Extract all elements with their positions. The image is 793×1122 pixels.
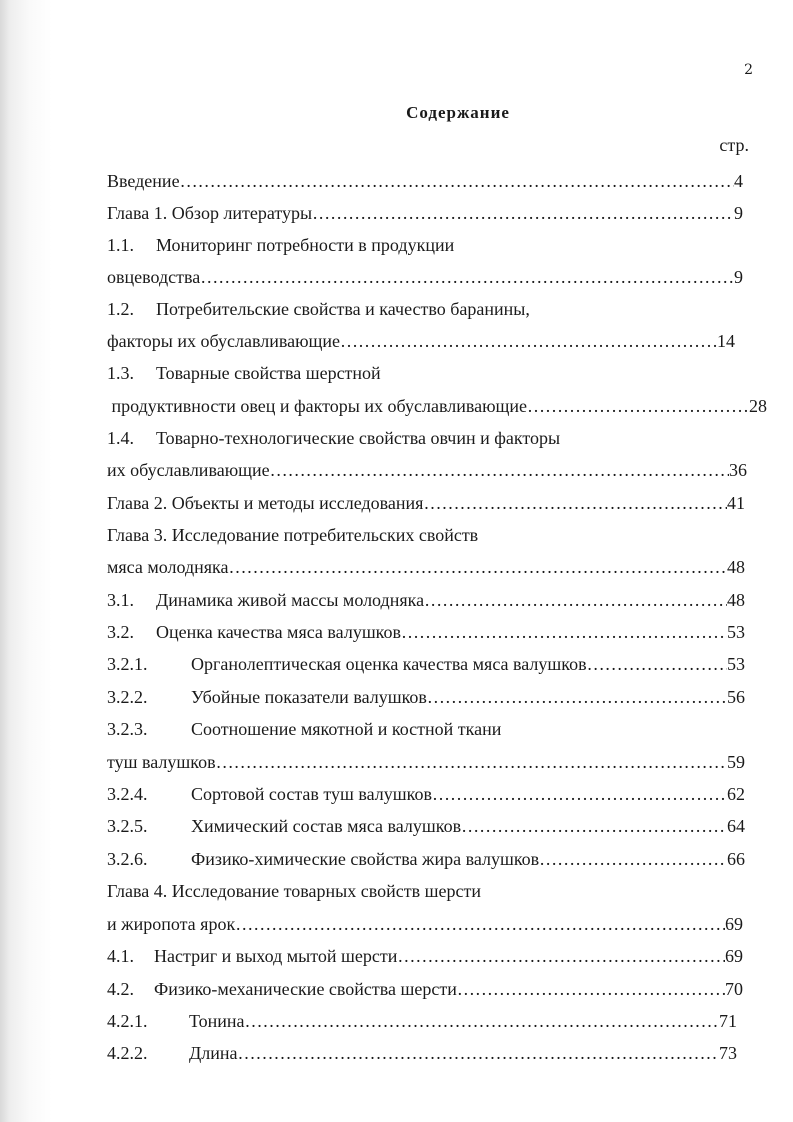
toc-entry-number: 1.1. bbox=[107, 235, 134, 255]
toc-entry-text: Глава 3. Исследование потребительских свойств bbox=[107, 525, 479, 545]
toc-entry bbox=[107, 976, 743, 1002]
toc-entry bbox=[107, 749, 745, 775]
toc-entry bbox=[107, 781, 745, 807]
toc-entry bbox=[107, 716, 743, 742]
toc-entry-text: Убойные показатели валушков bbox=[191, 687, 427, 707]
toc-entry bbox=[107, 943, 743, 969]
toc-entry-text: Тонина bbox=[189, 1011, 245, 1031]
page-title: Содержание bbox=[406, 103, 510, 122]
toc-entry-number: 3.1. bbox=[107, 590, 134, 610]
toc-entry bbox=[107, 554, 745, 580]
toc-entry bbox=[107, 232, 743, 258]
toc-entry-page: 62 bbox=[727, 784, 745, 804]
toc-entry-text: туш валушков bbox=[107, 752, 216, 772]
toc-leader-dots bbox=[216, 749, 727, 775]
toc-entry-page: 70 bbox=[725, 979, 743, 999]
toc-entry-page: 71 bbox=[719, 1011, 737, 1031]
toc-entry bbox=[107, 522, 743, 548]
toc-entry-page: 41 bbox=[727, 493, 745, 513]
toc-entry-text: Товарные свойства шерстной bbox=[156, 363, 381, 383]
toc-entry bbox=[107, 651, 745, 677]
toc-entry-page: 73 bbox=[719, 1043, 737, 1063]
toc-entry bbox=[107, 328, 735, 354]
toc-entry-page: 9 bbox=[734, 203, 743, 223]
toc-entry-page: 69 bbox=[725, 914, 743, 934]
toc-entry-text: Физико-механические свойства шерсти bbox=[154, 979, 457, 999]
toc-entry-text: Товарно-технологические свойства овчин и факторы bbox=[156, 428, 561, 448]
toc-leader-dots bbox=[587, 651, 727, 677]
toc-entry-text: Химический состав мяса валушков bbox=[191, 816, 462, 836]
toc-entry-number: 4.2.1. bbox=[107, 1011, 148, 1031]
toc-entry-text: Органолептическая оценка качества мяса валушков bbox=[191, 654, 587, 674]
toc-entry-text: Глава 2. Объекты и методы исследования bbox=[107, 493, 424, 513]
toc-leader-dots bbox=[432, 781, 727, 807]
toc-entry bbox=[107, 425, 743, 451]
toc-leader-dots bbox=[423, 490, 727, 516]
toc-entry-text: Потребительские свойства и качество баранины, bbox=[156, 299, 530, 319]
toc-leader-dots bbox=[340, 328, 717, 354]
toc-entry bbox=[107, 200, 743, 226]
toc-entry-page: 53 bbox=[727, 622, 745, 642]
toc-entry-text: Динамика живой массы молодняка bbox=[156, 590, 425, 610]
toc-leader-dots bbox=[397, 943, 725, 969]
toc-leader-dots bbox=[238, 1040, 719, 1066]
scan-edge-shadow bbox=[0, 0, 52, 1122]
toc-entry-text: Соотношение мякотной и костной ткани bbox=[191, 719, 502, 739]
toc-entry-page: 36 bbox=[729, 460, 747, 480]
toc-leader-dots bbox=[200, 264, 734, 290]
page-number: 2 bbox=[744, 62, 753, 78]
toc-entry bbox=[107, 393, 767, 419]
toc-entry-text: Физико-химические свойства жира валушков bbox=[191, 849, 540, 869]
toc-entry-text: факторы их обуславливающие bbox=[107, 331, 341, 351]
toc-entry-number: 3.2.6. bbox=[107, 849, 148, 869]
toc-entry-number: 4.1. bbox=[107, 946, 134, 966]
toc-entry bbox=[107, 911, 743, 937]
page-column-label: стр. bbox=[719, 135, 749, 155]
toc-entry-page: 59 bbox=[727, 752, 745, 772]
toc-entry-page: 4 bbox=[734, 171, 743, 191]
toc-entry bbox=[107, 1040, 737, 1066]
toc-entry bbox=[107, 1008, 737, 1034]
toc-leader-dots bbox=[270, 457, 729, 483]
toc-entry bbox=[107, 846, 745, 872]
toc-entry-text: Глава 4. Исследование товарных свойств шерсти bbox=[107, 881, 481, 901]
toc-entry-page: 28 bbox=[749, 396, 767, 416]
toc-entry-page: 9 bbox=[734, 267, 743, 287]
toc-entry-number: 3.2.5. bbox=[107, 816, 148, 836]
toc-entry bbox=[107, 360, 743, 386]
toc-leader-dots bbox=[539, 846, 727, 872]
toc-entry-page: 48 bbox=[727, 590, 745, 610]
toc-entry bbox=[107, 490, 745, 516]
toc-entry-page: 66 bbox=[727, 849, 745, 869]
toc-entry-text: мяса молодняка bbox=[107, 557, 229, 577]
toc-entry-text: Глава 1. Обзор литературы bbox=[107, 203, 313, 223]
toc-leader-dots bbox=[229, 554, 727, 580]
toc-entry-number: 1.3. bbox=[107, 363, 134, 383]
toc-entry bbox=[107, 878, 743, 904]
toc-entry bbox=[107, 168, 743, 194]
toc-entry-number: 3.2.4. bbox=[107, 784, 148, 804]
toc-entry bbox=[107, 264, 743, 290]
toc-entry-text: овцеводства bbox=[107, 267, 201, 287]
toc-entry-page: 14 bbox=[717, 331, 735, 351]
toc-entry-number: 3.2.2. bbox=[107, 687, 148, 707]
toc-entry-text: Настриг и выход мытой шерсти bbox=[154, 946, 398, 966]
toc-entry-text: Длина bbox=[189, 1043, 238, 1063]
toc-entry-text: Мониторинг потребности в продукции bbox=[156, 235, 455, 255]
toc-entry-number: 4.2. bbox=[107, 979, 134, 999]
toc-entry-page: 69 bbox=[725, 946, 743, 966]
toc-entry bbox=[107, 587, 745, 613]
toc-entry-text: Оценка качества мяса валушков bbox=[156, 622, 402, 642]
toc-leader-dots bbox=[457, 976, 725, 1002]
toc-leader-dots bbox=[527, 393, 749, 419]
toc-entry-page: 48 bbox=[727, 557, 745, 577]
toc-leader-dots bbox=[245, 1008, 719, 1034]
toc-entry-text: Сортовой состав туш валушков bbox=[191, 784, 432, 804]
toc-leader-dots bbox=[180, 168, 734, 194]
toc-leader-dots bbox=[401, 619, 727, 645]
toc-entry-number: 3.2.3. bbox=[107, 719, 148, 739]
toc-leader-dots bbox=[427, 684, 727, 710]
toc-entry bbox=[107, 619, 745, 645]
toc-entry-number: 3.2. bbox=[107, 622, 134, 642]
toc-entry-text: и жиропота ярок bbox=[107, 914, 236, 934]
toc-entry-page: 53 bbox=[727, 654, 745, 674]
toc-entry bbox=[107, 457, 747, 483]
toc-entry-number: 3.2.1. bbox=[107, 654, 148, 674]
toc-entry-number: 4.2.2. bbox=[107, 1043, 148, 1063]
toc-entry-number: 1.4. bbox=[107, 428, 134, 448]
toc-entry-page: 64 bbox=[727, 816, 745, 836]
toc-leader-dots bbox=[424, 587, 727, 613]
toc-entry-number: 1.2. bbox=[107, 299, 134, 319]
toc-entry bbox=[107, 684, 745, 710]
toc-entry bbox=[107, 296, 743, 322]
toc-leader-dots bbox=[461, 813, 727, 839]
toc-entry-text: продуктивности овец и факторы их обуславливающие bbox=[107, 396, 528, 416]
toc-entry bbox=[107, 813, 745, 839]
toc-entry-text: Введение bbox=[107, 171, 180, 191]
toc-leader-dots bbox=[235, 911, 725, 937]
toc-entry-page: 56 bbox=[727, 687, 745, 707]
toc-leader-dots bbox=[312, 200, 734, 226]
toc-entry-text: их обуславливающие bbox=[107, 460, 270, 480]
